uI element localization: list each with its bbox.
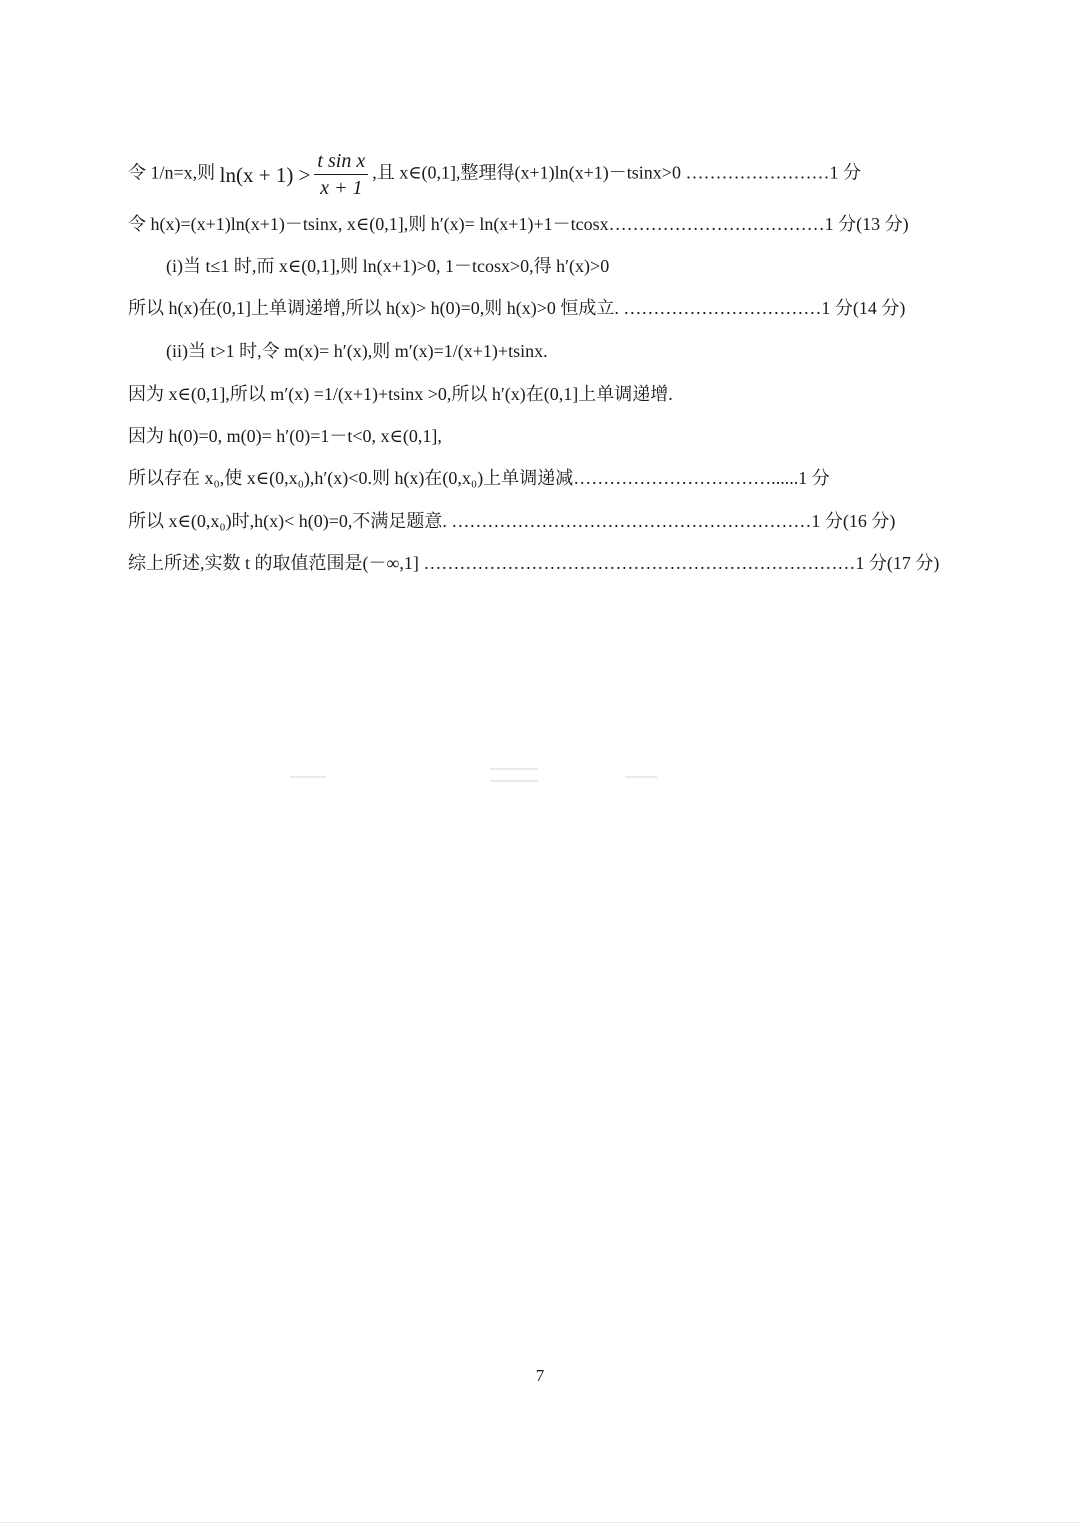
solution-line-1 [128, 148, 922, 201]
page-number: 7 [535, 1366, 545, 1385]
solution-line-5: (ii)当 t>1 时,令 m(x)= h′(x),则 m′(x)=1/(x+1)+tsinx. [166, 341, 548, 361]
solution-line-10: 综上所述,实数 t 的取值范围是(－∞,1] ………………………………………………………………1 分(17 分) [128, 553, 940, 573]
line-1-suffix: ,且 x∈(0,1],整理得(x+1)ln(x+1)－tsinx>0 ……………………1 分 [372, 162, 861, 183]
solution-line-2: 令 h(x)=(x+1)ln(x+1)－tsinx, x∈(0,1],则 h′(x)= ln(x+1)+1－tcosx………………………………1 分(13 分) [128, 214, 909, 234]
solution-line-7: 因为 h(0)=0, m(0)= h′(0)=1－t<0, x∈(0,1], [128, 426, 442, 446]
line-1-prefix: 令 1/n=x,则 [128, 162, 220, 183]
scan-mark [490, 780, 538, 782]
line-1-ln-expression: ln(x + 1) > [219, 162, 311, 187]
scan-edge [0, 1522, 1080, 1523]
solution-line-6: 因为 x∈(0,1],所以 m′(x) =1/(x+1)+tsinx >0,所以 h′(x)在(0,1]上单调递增. [128, 384, 673, 404]
fraction-denominator: x + 1 [320, 177, 363, 199]
solution-line-3: (i)当 t≤1 时,而 x∈(0,1],则 ln(x+1)>0, 1－tcosx>0,得 h′(x)>0 [166, 256, 610, 276]
solution-line-8: 所以存在 x₀,使 x∈(0,x₀),h′(x)<0.则 h(x)在(0,x₀)上单调递减……………………………......1 分 [128, 468, 830, 488]
scan-mark [290, 776, 326, 778]
scan-mark [490, 768, 538, 770]
fraction [314, 148, 368, 201]
solution-line-9: 所以 x∈(0,x₀)时,h(x)< h(0)=0,不满足题意. ……………………………………………………1 分(16 分) [128, 511, 896, 531]
scan-mark [625, 776, 657, 778]
fraction-numerator: t sin x [314, 148, 368, 175]
solution-line-4: 所以 h(x)在(0,1]上单调递增,所以 h(x)> h(0)=0,则 h(x)>0 恒成立. ……………………………1 分(14 分) [128, 298, 906, 318]
